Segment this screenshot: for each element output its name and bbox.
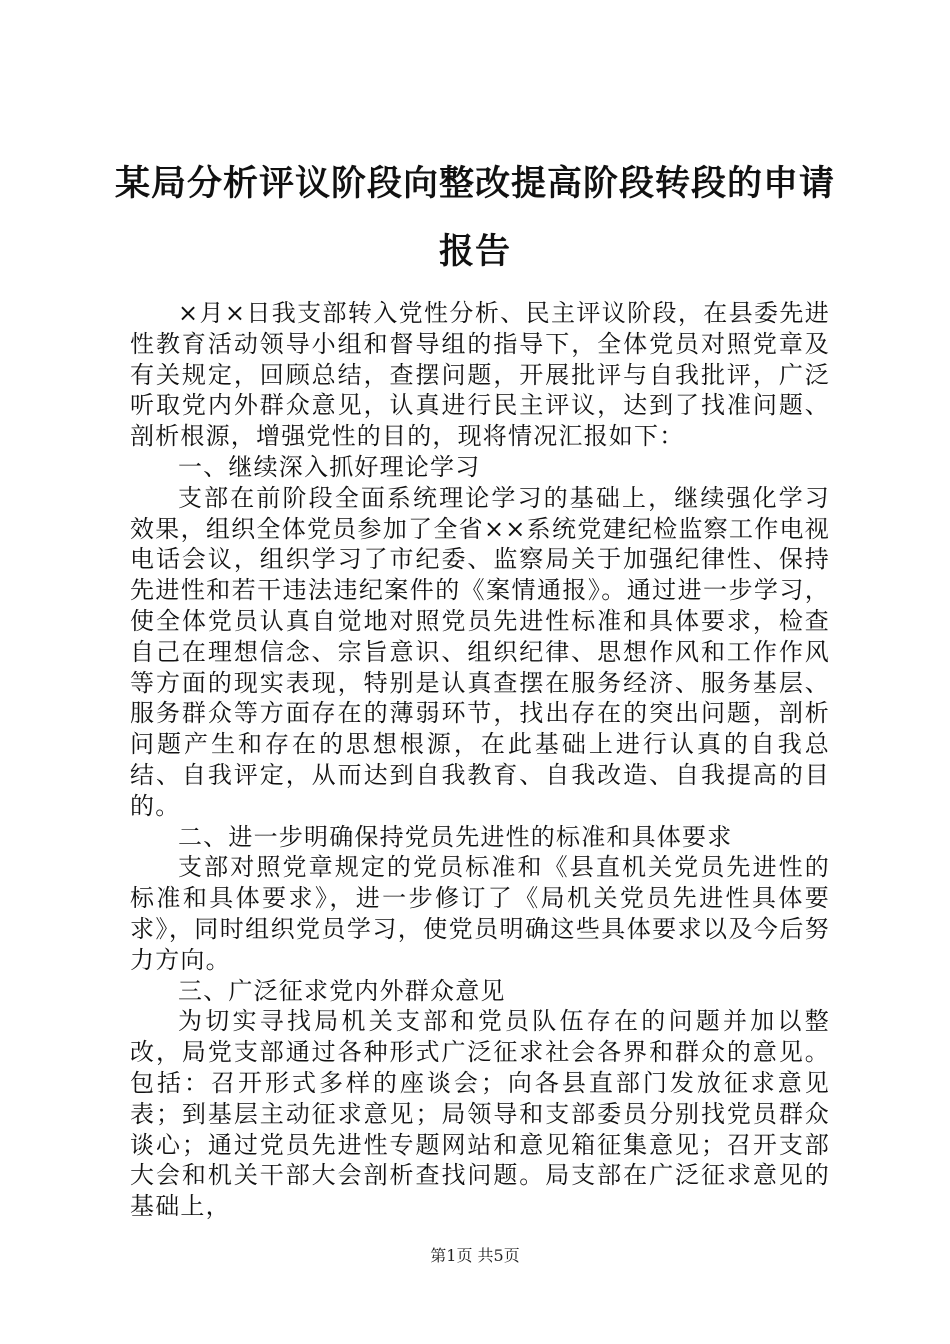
intro-paragraph: ×月×日我支部转入党性分析、民主评议阶段，在县委先进性教育活动领导小组和督导组的指导下，全体党员对照党章及有关规定，回顾总结，查摆问题，开展批评与自我批评，广泛听取党内外群众意见，认真进行民主评议，达到了找准问题、剖析根源，增强党性的目的，现将情况汇报如下：: [130, 299, 830, 451]
section-heading-3: 三、广泛征求党内外群众意见: [178, 976, 506, 1005]
section-1-paragraph: 支部在前阶段全面系统理论学习的基础上，继续强化学习效果，组织全体党员参加了全省××系统党建纪检监察工作电视电话会议，组织学习了市纪委、监察局关于加强纪律性、保持先进性和若干违法违纪案件的《案情通报》。通过进一步学习，使全体党员认真自觉地对照党员先进性标准和具体要求，检查自己在理想信念、宗旨意识、组织纪律、思想作风和工作作风等方面的现实表现，特别是认真查摆在服务经济、服务基层、服务群众等方面存在的薄弱环节，找出存在的突出问题，剖析问题产生和存在的思想根源，在此基础上进行认真的自我总结、自我评定，从而达到自我教育、自我改造、自我提高的目的。: [130, 483, 830, 820]
section-heading-1: 一、继续深入抓好理论学习: [178, 452, 481, 481]
section-2-paragraph: 支部对照党章规定的党员标准和《县直机关党员先进性的标准和具体要求》，进一步修订了《局机关党员先进性具体要求》，同时组织党员学习，使党员明确这些具体要求以及今后努力方向。: [130, 853, 830, 974]
document-title: 某局分析评议阶段向整改提高阶段转段的申请报告: [114, 164, 835, 272]
page-number-footer: 第1页 共5页: [430, 1246, 520, 1265]
section-3-paragraph: 为切实寻找局机关支部和党员队伍存在的问题并加以整改，局党支部通过各种形式广泛征求社会各界和群众的意见。包括：召开形式多样的座谈会；向各县直部门发放征求意见表；到基层主动征求意见；局领导和支部委员分别找党员群众谈心；通过党员先进性专题网站和意见箱征集意见；召开支部大会和机关干部大会剖析查找问题。局支部在广泛征求意见的基础上，: [130, 1007, 830, 1221]
section-heading-2: 二、进一步明确保持党员先进性的标准和具体要求: [178, 822, 733, 851]
document-body: [130, 298, 830, 1222]
